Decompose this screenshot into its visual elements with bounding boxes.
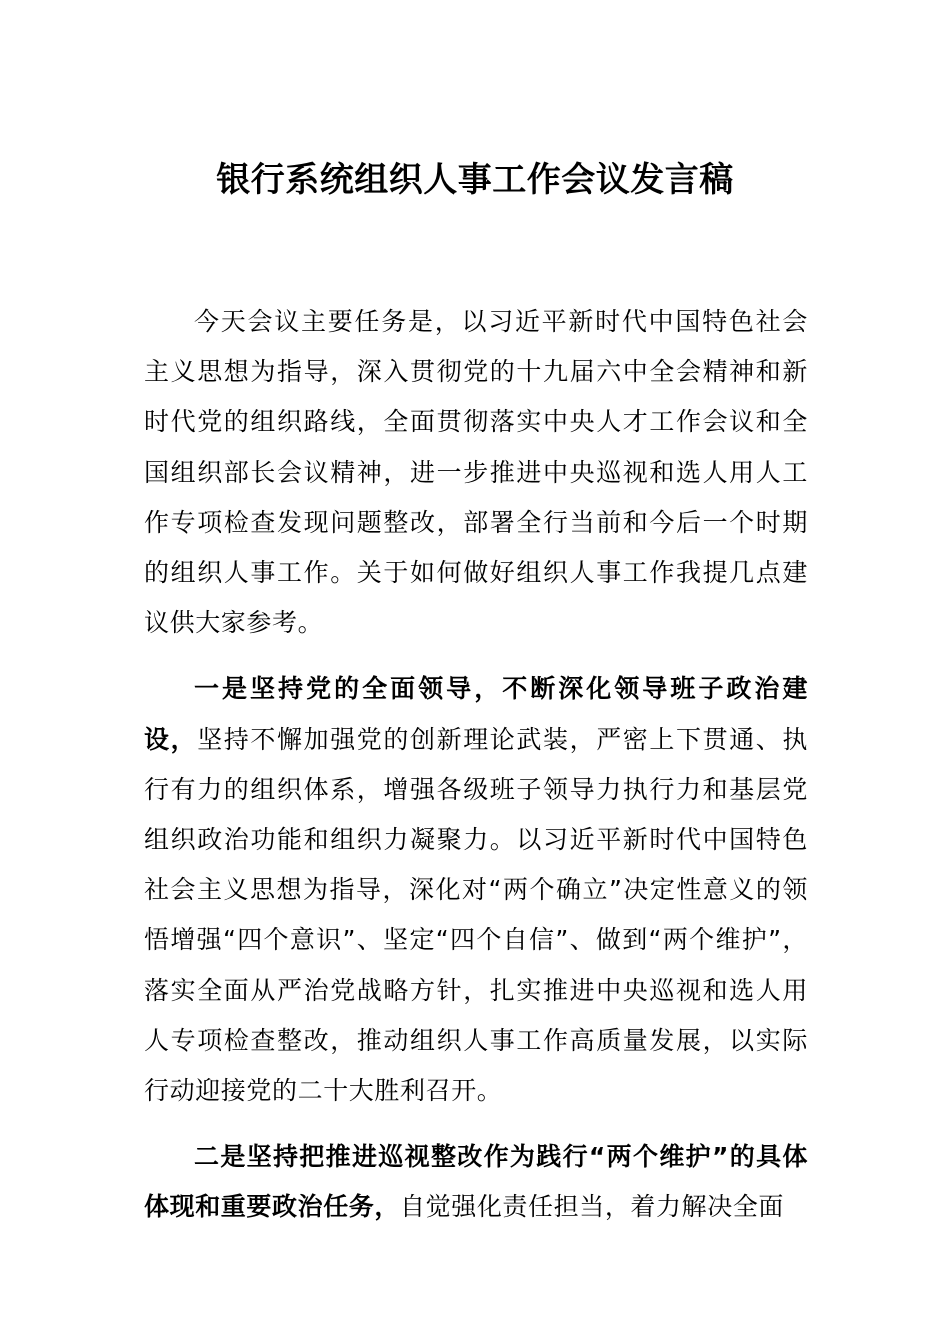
document-body — [144, 297, 808, 1249]
paragraph-text: 自觉强化责任担当，着力解决全面 — [400, 1192, 785, 1222]
paragraph-heading: 二是坚持把推进巡视整改作为践行“两个维护”的具体体现和重要政治任务， — [144, 1142, 808, 1222]
document-title: 银行系统组织人事工作会议发言稿 — [216, 160, 734, 200]
paragraph-text: 今天会议主要任务是，以习近平新时代中国特色社会主义思想为指导，深入贯彻党的十九届六中全会精神和新时代党的组织路线，全面贯彻落实中央人才工作会议和全国组织部长会议精神，进一步推进中央巡视和选人用人工作专项检查发现问题整改，部署全行当前和今后一个时期的组织人事工作。关于如何做好组织人事工作我提几点建议供大家参考。 — [144, 307, 808, 638]
paragraph-point-two — [144, 1132, 808, 1232]
paragraph-text: 坚持不懈加强党的创新理论武装，严密上下贯通、执行有力的组织体系，增强各级班子领导力执行力和基层党组织政治功能和组织力凝聚力。以习近平新时代中国特色社会主义思想为指导，深化对“两个确立”决定性意义的领悟增强“四个意识”、坚定“四个自信”、做到“两个维护”，落实全面从严治党战略方针，扎实推进中央巡视和选人用人专项检查整改，推动组织人事工作高质量发展，以实际行动迎接党的二十大胜利召开。 — [144, 724, 808, 1106]
paragraph-intro — [144, 297, 808, 648]
paragraph-heading: 一是坚持党的全面领导，不断深化领导班子政治建设， — [144, 674, 808, 754]
paragraph-point-one — [144, 664, 808, 1116]
